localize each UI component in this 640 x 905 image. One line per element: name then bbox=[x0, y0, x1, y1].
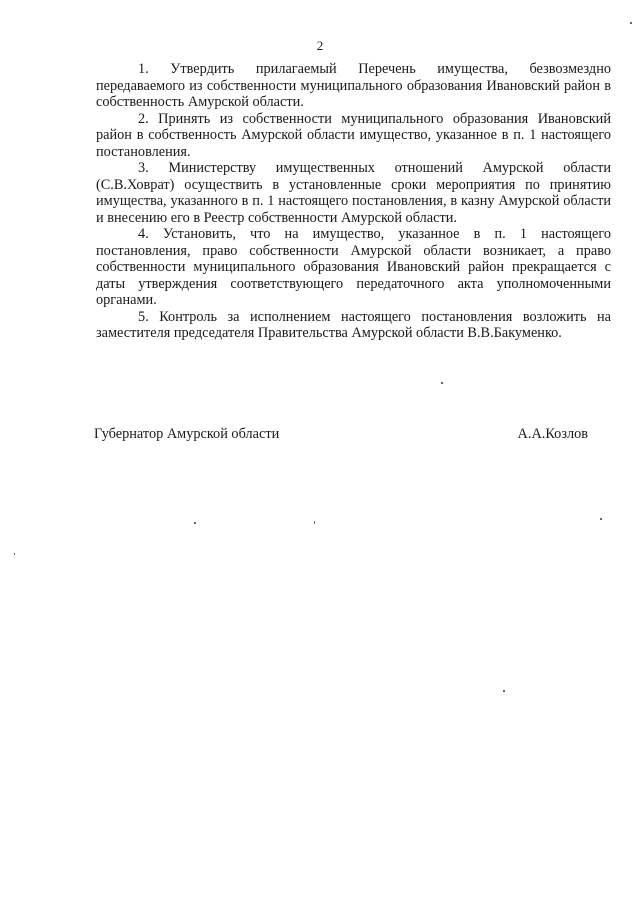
document-body bbox=[96, 61, 611, 342]
signatory-title: Губернатор Амурской области bbox=[94, 426, 280, 442]
scan-speck bbox=[600, 518, 602, 520]
paragraph-2: 2. Принять из собственности муниципального образования Ивановский район в собственность Амурской области имущество, указанное в п. 1 настоящего постановления. bbox=[96, 110, 611, 160]
paragraph-1: 1. Утвердить прилагаемый Перечень имущества, безвозмездно передаваемого из собственности муниципального образования Ивановский район в собственность Амурской области. bbox=[96, 61, 611, 110]
signatory-name: А.А.Козлов bbox=[517, 426, 588, 442]
scan-speck bbox=[314, 521, 315, 524]
page-number: 2 bbox=[316, 38, 324, 53]
paragraph-3: 3. Министерству имущественных отношений Амурской области (С.В.Ховрат) осуществить в установленные сроки мероприятия по принятию имущества, указанного в п. 1 настоящего постановления, в казну Амурской области и внесению его в Реестр собственности Амурской области. bbox=[96, 160, 611, 226]
scan-speck bbox=[14, 553, 15, 555]
scan-speck bbox=[503, 690, 505, 692]
scan-speck bbox=[194, 522, 196, 524]
paragraph-5: 5. Контроль за исполнением настоящего постановления возложить на заместителя председателя Правительства Амурской области В.В.Бакуменко. bbox=[96, 308, 611, 341]
paragraph-4: 4. Установить, что на имущество, указанное в п. 1 настоящего постановления, право собственности Амурской области возникает, а право собственности муниципального образования Ивановский район прекращается с даты утверждения соответствующего передаточного акта уполномоченными органами. bbox=[96, 226, 611, 308]
scan-speck bbox=[630, 22, 632, 24]
scan-speck bbox=[441, 382, 443, 384]
